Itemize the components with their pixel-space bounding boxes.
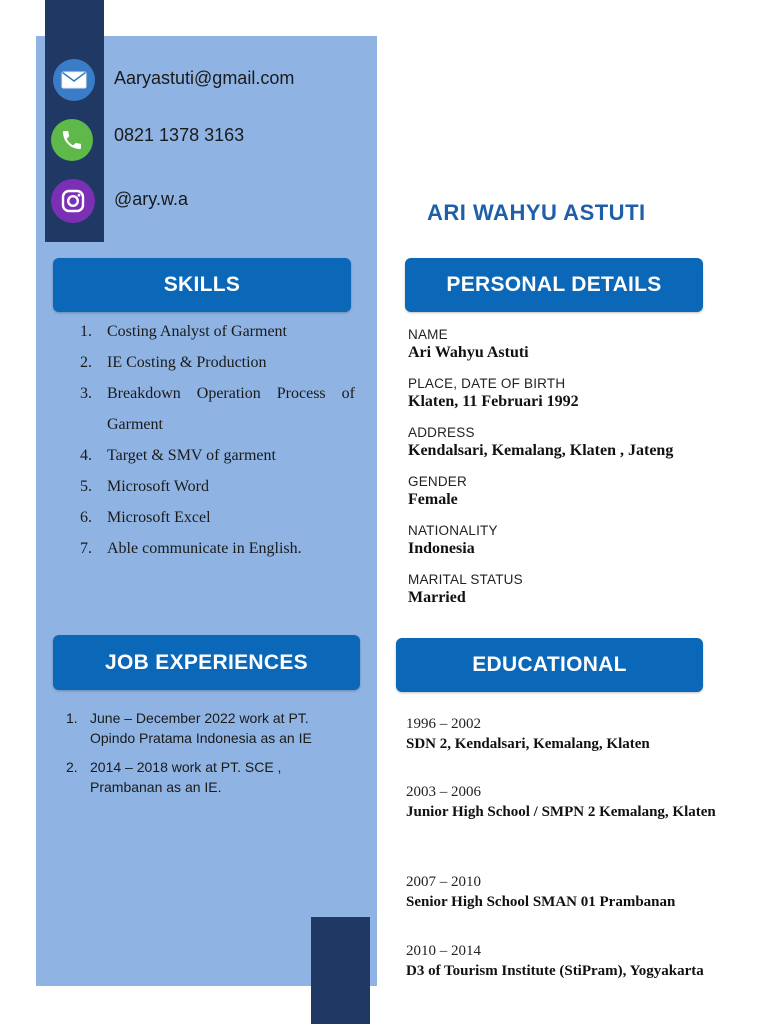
detail-birth (408, 375, 738, 412)
decorative-bar-bottom (311, 917, 370, 1024)
phone-icon (51, 119, 93, 161)
education-item (406, 714, 726, 754)
detail-address (408, 424, 738, 461)
detail-label: NAME (408, 327, 448, 342)
detail-value: Female (408, 491, 458, 508)
list-item: 7. Able communicate in English. (80, 540, 302, 557)
education-school: Senior High School SMAN 01 Prambanan (406, 894, 676, 910)
detail-value: Ari Wahyu Astuti (408, 344, 529, 361)
instagram-text: @ary.w.a (114, 189, 188, 209)
job-experiences-list (66, 708, 356, 806)
education-year: 2003 – 2006 (406, 784, 481, 800)
education-item (406, 782, 726, 822)
education-item (406, 941, 726, 981)
education-school: Junior High School / SMPN 2 Kemalang, Klaten (406, 804, 716, 820)
detail-label: ADDRESS (408, 425, 475, 440)
education-year: 1996 – 2002 (406, 716, 481, 732)
job-experiences-heading: JOB EXPERIENCES (53, 635, 360, 690)
list-item: 4. Target & SMV of garment (80, 447, 276, 464)
education-school: D3 of Tourism Institute (StiPram), Yogyakarta (406, 963, 704, 979)
detail-nationality (408, 522, 738, 559)
phone-text: 0821 1378 3163 (114, 125, 245, 145)
education-year: 2010 – 2014 (406, 943, 481, 959)
list-item: 2. IE Costing & Production (80, 354, 267, 371)
education-school: SDN 2, Kendalsari, Kemalang, Klaten (406, 736, 650, 752)
personal-details-heading: PERSONAL DETAILS (405, 258, 703, 312)
education-year: 2007 – 2010 (406, 874, 481, 890)
detail-value: Kendalsari, Kemalang, Klaten , Jateng (408, 442, 674, 459)
list-item: 6. Microsoft Excel (80, 509, 211, 526)
detail-marital-status (408, 571, 738, 608)
detail-value: Klaten, 11 Februari 1992 (408, 393, 579, 410)
email-text: Aaryastuti@gmail.com (114, 68, 295, 88)
list-item: 3. Breakdown Operation Process of Garment (80, 385, 355, 433)
mail-icon (53, 59, 95, 101)
instagram-icon (51, 179, 95, 223)
detail-name (408, 326, 738, 363)
detail-label: PLACE, DATE OF BIRTH (408, 376, 566, 391)
list-item: 1. June – December 2022 work at PT. Opindo Pratama Indonesia as an IE (66, 710, 312, 746)
detail-label: MARITAL STATUS (408, 572, 523, 587)
detail-value: Indonesia (408, 540, 475, 557)
education-item (406, 872, 726, 912)
list-item: 1. Costing Analyst of Garment (80, 323, 287, 340)
detail-label: GENDER (408, 474, 467, 489)
detail-gender (408, 473, 738, 510)
skills-heading: SKILLS (53, 258, 351, 312)
detail-value: Married (408, 589, 466, 606)
skills-list (80, 316, 355, 564)
detail-label: NATIONALITY (408, 523, 498, 538)
list-item: 5. Microsoft Word (80, 478, 209, 495)
page-title: ARI WAHYU ASTUTI (427, 200, 646, 225)
list-item: 2. 2014 – 2018 work at PT. SCE , Prambanan as an IE. (66, 759, 282, 795)
educational-heading: EDUCATIONAL (396, 638, 703, 692)
